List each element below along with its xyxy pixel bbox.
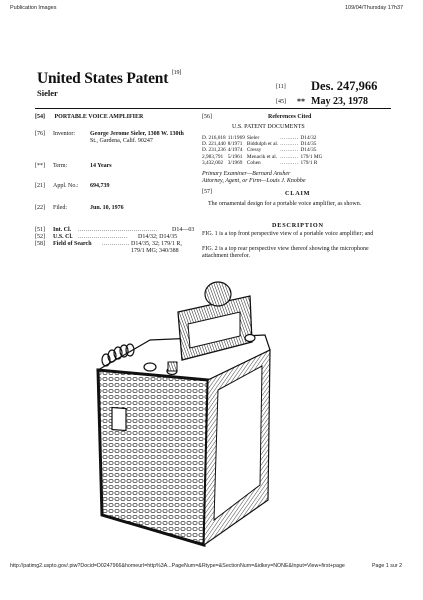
refs-subheading: U.S. PATENT DOCUMENTS — [232, 124, 305, 130]
print-header-title: Publication Images — [10, 5, 57, 11]
patent-date-marks: ** — [297, 97, 305, 106]
inventor-surname: Sieler — [37, 88, 58, 98]
intcl-ref: [51] — [35, 227, 45, 233]
reference-leader: .......... — [280, 153, 299, 160]
reference-name: Biddulph et al. — [246, 141, 279, 148]
intcl-label: Int. Cl. — [53, 227, 72, 233]
appl-value: 694,739 — [90, 183, 110, 189]
microphone-dome — [205, 282, 231, 306]
reference-class: 179/1 R — [300, 159, 318, 166]
reference-leader: .......... — [280, 159, 299, 166]
print-header-date: 109/04/Thursday 17h37 — [345, 5, 404, 11]
description-fig2: FIG. 2 is a top rear perspective view thereof showing the microphone attachment therefor. — [202, 246, 369, 260]
intcl-value: D14—03 — [172, 227, 195, 233]
search-label: Field of Search — [53, 241, 92, 247]
reference-name: Menacik et al. — [246, 153, 278, 160]
patent-title — [37, 70, 181, 88]
reference-date: 3/1969 — [227, 159, 243, 166]
uscl-leader: ......................... — [78, 234, 128, 240]
reference-name: Cressy — [246, 147, 262, 154]
term-label: Term: — [53, 163, 68, 169]
reference-class: D14/35 — [300, 141, 317, 148]
print-footer-page: Page 1 sur 2 — [372, 563, 403, 569]
patent-date-ref: [45] — [276, 99, 286, 105]
description-heading: DESCRIPTION — [272, 222, 324, 229]
reference-class: 179/1 MG — [300, 153, 323, 160]
reference-row — [202, 160, 324, 166]
search-leader: .............. — [102, 241, 130, 247]
claim-heading: CLAIM — [285, 190, 311, 197]
reference-leader: .......... — [280, 141, 299, 148]
patent-date: May 23, 1978 — [311, 96, 368, 107]
appl-ref: [21] — [35, 183, 45, 189]
knob-left — [144, 363, 156, 371]
attorney-text: Attorney, Agent, or Firm—Louis J. Knobbe — [202, 178, 306, 184]
knob-right — [245, 335, 255, 342]
reference-leader: .......... — [280, 135, 299, 141]
search-ref: [58] — [35, 241, 45, 247]
reference-number: 2,983,791 — [202, 153, 224, 160]
reference-date: 4/1974 — [227, 147, 243, 154]
inventor-line-2: St., Gardena, Calif. 90247 — [90, 138, 153, 145]
amplifier-drawing — [90, 280, 340, 550]
description-fig1: FIG. 1 is a top front perspective view of a portable voice amplifier; and — [202, 231, 374, 237]
inventor-ref: [76] — [35, 131, 45, 137]
claim-text: The ornamental design for a portable voice amplifier, as shown. — [208, 201, 362, 207]
reference-name: Cohen — [246, 159, 261, 166]
patent-number: Des. 247,966 — [311, 79, 378, 93]
attorney-line — [202, 178, 306, 185]
title-field — [35, 114, 143, 121]
front-window — [112, 408, 126, 431]
reference-name: Sieler — [246, 135, 260, 141]
appl-label: Appl. No.: — [53, 183, 79, 189]
term-ref: [**] — [35, 163, 45, 169]
term-value: 14 Years — [90, 163, 112, 169]
uscl-ref: [52] — [35, 234, 45, 240]
reference-leader: .......... — [280, 147, 299, 154]
references-table — [202, 135, 324, 166]
patent-number-ref: [11] — [276, 84, 286, 90]
reference-number: 3,432,002 — [202, 159, 224, 166]
filed-value: Jun. 10, 1976 — [90, 205, 124, 211]
reference-date: 5/1961 — [227, 153, 243, 160]
refs-ref: [56] — [202, 114, 212, 120]
reference-number: D. 221,440 — [202, 141, 226, 148]
reference-date: 11/1969 — [227, 135, 245, 141]
uscl-label: U.S. Cl. — [53, 234, 73, 240]
refs-heading: References Cited — [268, 114, 312, 120]
reference-class: D14/35 — [300, 147, 317, 154]
filed-ref: [22] — [35, 205, 45, 211]
inventor-line-1: George Jerome Sieler, 1308 W. 130th — [90, 131, 184, 137]
reference-row — [202, 154, 324, 160]
reference-date: 8/1971 — [227, 141, 243, 148]
patent-title-text: United States Patent — [37, 70, 169, 87]
reference-number: D. 216,018 — [202, 135, 226, 141]
invention-title: PORTABLE VOICE AMPLIFIER — [54, 114, 144, 120]
title-ref: [54] — [35, 114, 45, 120]
reference-number: D. 231,236 — [202, 147, 226, 154]
uscl-value: D14/32; D14/35 — [138, 234, 178, 240]
filed-label: Filed: — [53, 205, 68, 211]
print-footer-url: http://patimg2.uspto.gov/.piw?Docid=D0247966&homeurl=http%3A...PageNum=&Rtype=&SectionNum=&idkey=NONE&Input=View+first+page — [10, 563, 345, 569]
search-value-1: D14/35, 32; 179/1 R, — [131, 241, 182, 247]
inventor-label: Inventor: — [53, 131, 75, 137]
claim-ref: [57] — [202, 189, 212, 195]
patent-title-ref: [19] — [171, 70, 182, 76]
search-value-2: 179/1 MG; 340/388 — [131, 248, 179, 254]
header-divider — [35, 108, 391, 109]
inventor-value — [90, 131, 184, 145]
reference-class: D14/32 — [300, 135, 317, 141]
intcl-leader: ........................................ — [78, 227, 158, 233]
knob-cap — [168, 362, 177, 371]
examiner-text: Primary Examiner—Bernard Ansher — [202, 171, 291, 177]
